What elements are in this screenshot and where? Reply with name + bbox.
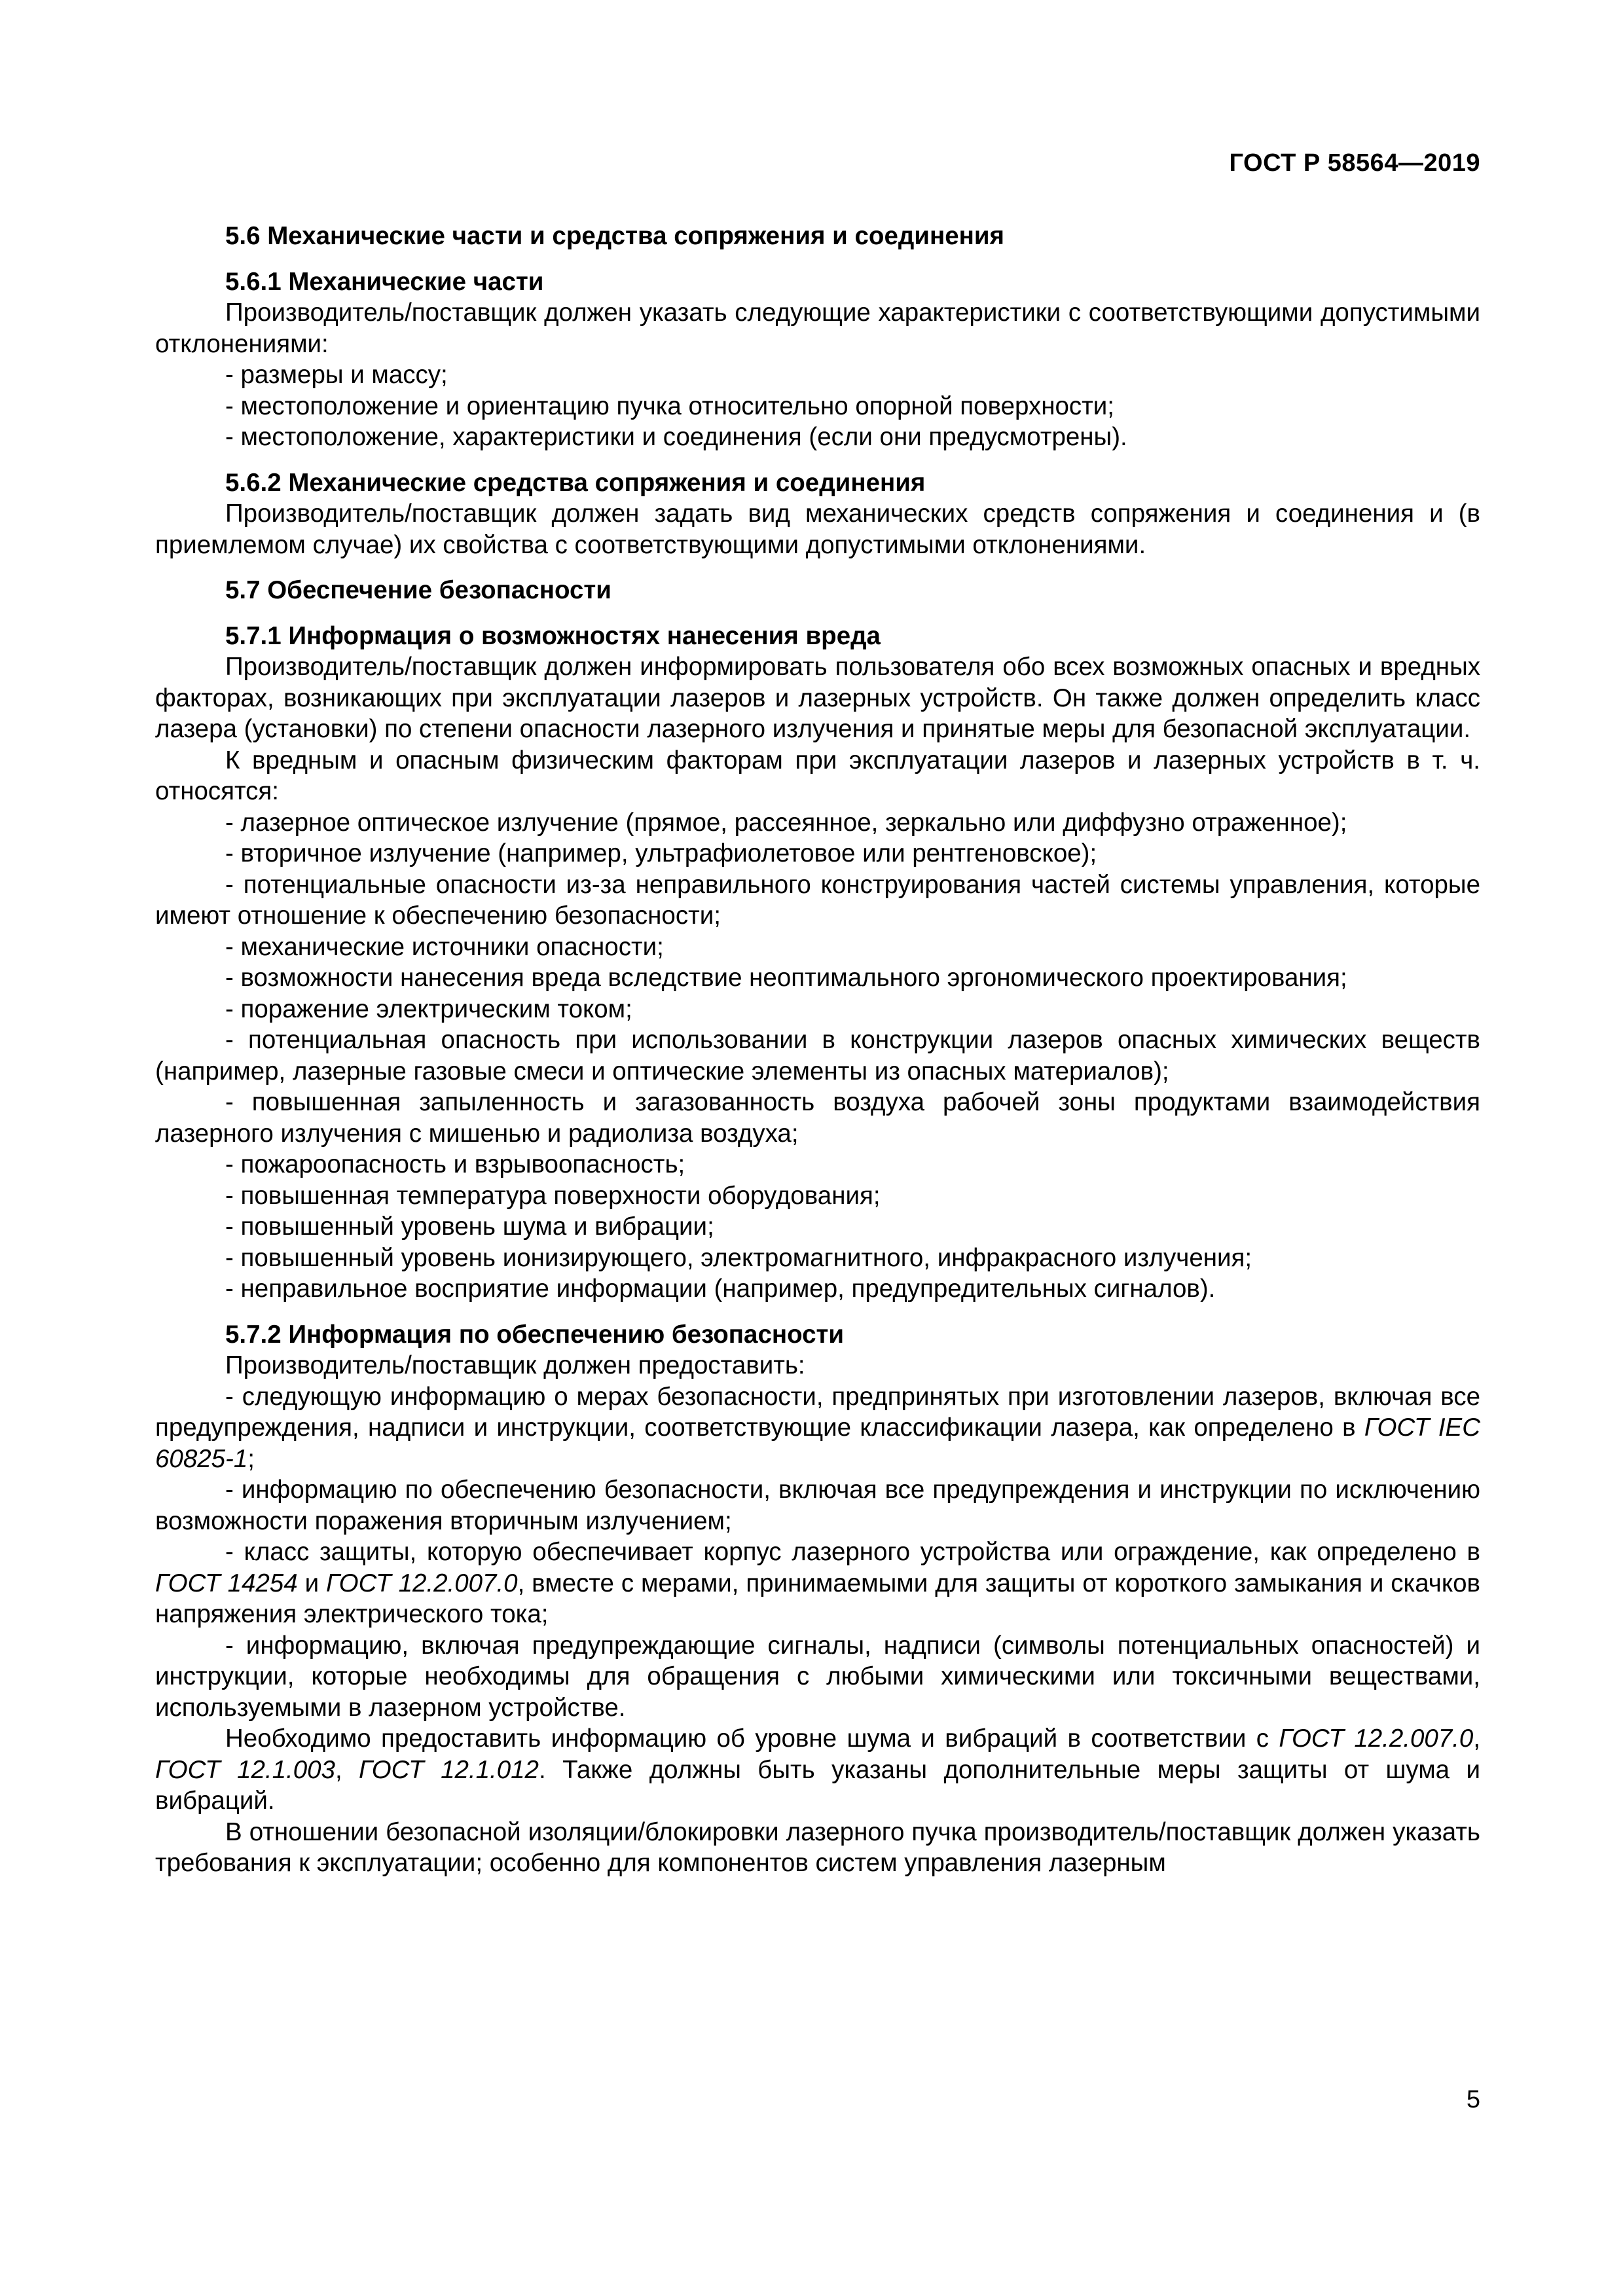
paragraph-5-7-1-1: Производитель/поставщик должен информировать пользователя обо всех возможных опасных и вредных факторах, возникающих при эксплуатации лазеров и лазерных устройств. Он также должен определить класс лазера (установки) по степени опасности лазерного излучения и принятые меры для безопасной эксплуатации. (155, 653, 1480, 743)
heading-5-7-2: 5.7.2 Информация по обеспечению безопасности (225, 1320, 845, 1349)
page-number: 5 (1466, 2086, 1480, 2113)
text-run: , (335, 1755, 359, 1784)
list-item: - информацию, включая предупреждающие сигналы, надписи (символы потенциальных опасностей) и инструкции, которые необходимы для обращения с любыми химическими или токсичными веществами, используемыми в лазерном устройстве. (155, 1631, 1480, 1722)
list-item: - местоположение и ориентацию пучка относительно опорной поверхности; (225, 392, 1114, 420)
text-run: , (1473, 1724, 1481, 1753)
text-run: ; (247, 1444, 255, 1473)
document-body (155, 221, 1480, 1879)
text-run: и (297, 1569, 326, 1597)
text-run: - следующую информацию о мерах безопасности, предпринятых при изготовлении лазеров, включая все предупреждения, надписи и инструкции, соответствующие классификации лазера, как определено в (155, 1382, 1480, 1442)
standard-reference-link[interactable]: ГОСТ 12.2.007.0 (1279, 1724, 1474, 1753)
list-item: - вторичное излучение (например, ультрафиолетовое или рентгеновское); (225, 839, 1097, 867)
paragraph-beam-isolation: В отношении безопасной изоляции/блокировки лазерного пучка производитель/поставщик должен указать требования к эксплуатации; особенно для компонентов систем управления лазерным (155, 1817, 1480, 1877)
list-item: - повышенная запыленность и загазованность воздуха рабочей зоны продуктами взаимодействия лазерного излучения с мишенью и радиолиза воздуха; (155, 1088, 1480, 1148)
list-item: - потенциальные опасности из-за неправильного конструирования частей системы управления, которые имеют отношение к обеспечению безопасности; (155, 870, 1480, 930)
list-item: - размеры и массу; (225, 361, 448, 389)
list-item: - возможности нанесения вреда вследствие неоптимального эргономического проектирования; (225, 964, 1347, 992)
paragraph-5-7-1-2: К вредным и опасным физическим факторам при эксплуатации лазеров и лазерных устройств в т. ч. относятся: (155, 746, 1480, 805)
list-item: - поражение электрическим током; (225, 994, 632, 1023)
heading-5-6-1: 5.6.1 Механические части (225, 267, 544, 296)
text-run: , вместе с мерами, принимаемыми для защиты от короткого замыкания и скачков напряжения электрического тока; (155, 1569, 1480, 1628)
list-item: - повышенный уровень ионизирующего, электромагнитного, инфракрасного излучения; (225, 1243, 1252, 1272)
list-item: - неправильное восприятие информации (например, предупредительных сигналов). (225, 1275, 1216, 1303)
standard-reference-link[interactable]: ГОСТ 14254 (155, 1569, 298, 1597)
list-item: - потенциальная опасность при использовании в конструкции лазеров опасных химических веществ (например, лазерные газовые смеси и оптические элементы из опасных материалов); (155, 1026, 1480, 1085)
text-run: Необходимо предоставить информацию об уровне шума и вибраций в соответствии с (225, 1724, 1279, 1753)
standard-reference-link[interactable]: ГОСТ IEC 60825-1 (155, 1413, 1481, 1473)
text-run: - класс защиты, которую обеспечивает корпус лазерного устройства или ограждение, как определено в (225, 1538, 1480, 1566)
list-item: - пожароопасность и взрывоопасность; (225, 1150, 685, 1178)
standard-reference-link[interactable]: ГОСТ 12.1.012 (359, 1755, 539, 1784)
heading-5-7-1: 5.7.1 Информация о возможностях нанесения вреда (225, 621, 881, 650)
document-code-header: ГОСТ Р 58564—2019 (1229, 149, 1480, 177)
list-item: - повышенная температура поверхности оборудования; (225, 1181, 881, 1210)
list-item: - местоположение, характеристики и соединения (если они предусмотрены). (225, 423, 1127, 451)
paragraph-5-6-1-intro: Производитель/поставщик должен указать следующие характеристики с соответствующими допустимыми отклонениями: (155, 299, 1480, 358)
paragraph-5-7-2-intro: Производитель/поставщик должен предоставить: (225, 1351, 805, 1379)
list-item (155, 1537, 1480, 1630)
standard-reference-link[interactable]: ГОСТ 12.1.003 (155, 1755, 335, 1784)
list-item (155, 1381, 1480, 1475)
paragraph-5-6-2: Производитель/поставщик должен задать вид механических средств сопряжения и соединения и (в приемлемом случае) их свойства с соответствующими допустимыми отклонениями. (155, 500, 1480, 559)
list-item: - механические источники опасности; (225, 932, 664, 961)
standard-reference-link[interactable]: ГОСТ 12.2.007.0 (326, 1569, 518, 1597)
list-item: - информацию по обеспечению безопасности, включая все предупреждения и инструкции по исключению возможности поражения вторичным излучением; (155, 1476, 1480, 1535)
text-run: . Также должны быть указаны дополнительные меры защиты от шума и вибраций. (155, 1755, 1481, 1815)
heading-5-6-2: 5.6.2 Механические средства сопряжения и соединения (225, 468, 926, 497)
paragraph-noise-vibration (155, 1723, 1480, 1817)
heading-5-6: 5.6 Механические части и средства сопряжения и соединения (225, 222, 1005, 250)
list-item: - лазерное оптическое излучение (прямое, рассеянное, зеркально или диффузно отраженное); (225, 808, 1347, 837)
list-item: - повышенный уровень шума и вибрации; (225, 1212, 714, 1241)
heading-5-7: 5.7 Обеспечение безопасности (225, 576, 611, 604)
